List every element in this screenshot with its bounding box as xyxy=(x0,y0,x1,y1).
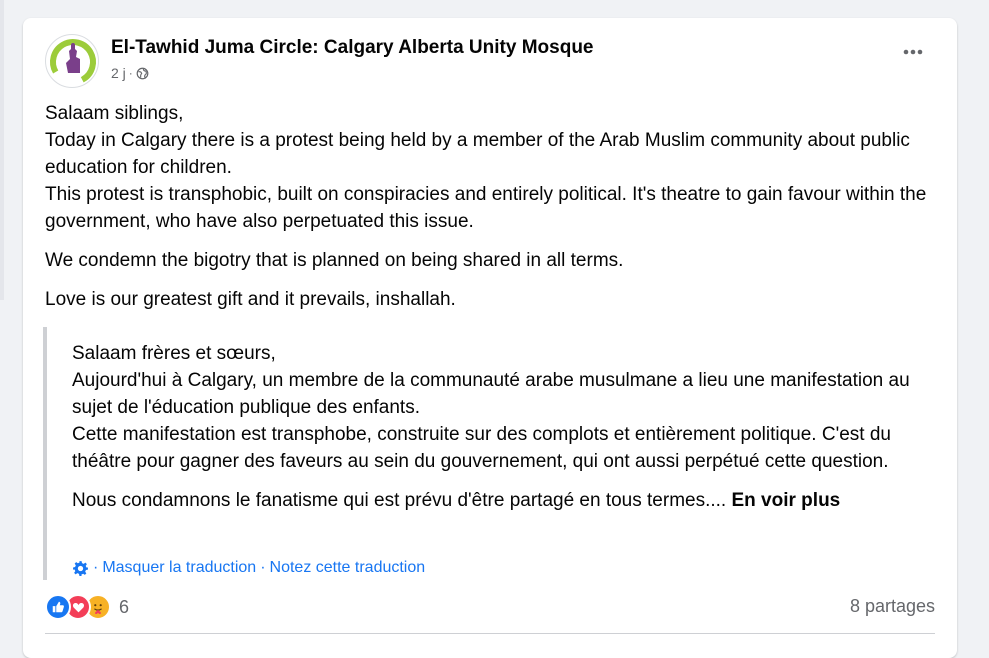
reactions-summary[interactable] xyxy=(45,594,129,620)
post-header xyxy=(45,34,937,90)
translated-truncated-text: Nous condamnons le fanatisme qui est prévu d'être partagé en tous termes.... xyxy=(72,490,727,511)
link-separator: · xyxy=(93,559,99,576)
rate-translation-link[interactable]: Notez cette traduction xyxy=(269,559,426,576)
translated-text xyxy=(72,340,922,514)
translated-line: Aujourd'hui à Calgary, un membre de la communauté arabe musulmane a lieu une manifestation au sujet de l'éducation publique des enfants. xyxy=(72,370,910,418)
post-text-paragraph: We condemn the bigotry that is planned on being shared in all terms. xyxy=(45,250,624,271)
post-text-line: Today in Calgary there is a protest being held by a member of the Arab Muslim community about public education for children. xyxy=(45,130,910,178)
link-separator: · xyxy=(260,559,266,576)
like-reaction-icon xyxy=(45,594,71,620)
gear-icon[interactable] xyxy=(72,560,89,577)
see-more-link[interactable]: En voir plus xyxy=(731,490,841,511)
translation-links xyxy=(72,559,425,577)
shares-count-link[interactable]: 8 partages xyxy=(849,596,935,616)
translated-line: Salaam frères et sœurs, xyxy=(72,343,276,364)
translated-line: Cette manifestation est transphobe, construite sur des complots et entièrement politique. C'est du théâtre pour gagner des faveurs au sein du gouvernement, qui ont aussi perpétué cette question. xyxy=(72,424,891,472)
more-options-button[interactable] xyxy=(895,34,931,70)
reaction-count[interactable]: 6 xyxy=(119,596,130,617)
post-footer xyxy=(45,594,935,624)
post-time[interactable]: 2 j xyxy=(111,65,126,81)
sidebar-edge xyxy=(0,0,4,300)
post-text-line: This protest is transphobic, built on conspiracies and entirely political. It's theatre to gain favour within the government, who have also perpetuated this issue. xyxy=(45,184,927,232)
page-name-link[interactable]: El-Tawhid Juma Circle: Calgary Alberta Unity Mosque xyxy=(111,37,594,58)
translated-paragraph xyxy=(72,487,922,514)
post-meta xyxy=(111,65,149,81)
meta-separator: · xyxy=(128,66,133,80)
translation-block xyxy=(43,327,933,580)
more-horizontal-icon xyxy=(903,49,923,55)
post-text-paragraph: Love is our greatest gift and it prevails, inshallah. xyxy=(45,289,456,310)
hide-translation-link[interactable]: Masquer la traduction xyxy=(102,559,257,576)
post-card xyxy=(23,18,957,658)
globe-icon[interactable] xyxy=(136,67,149,80)
page-avatar[interactable] xyxy=(45,34,99,88)
post-text-line: Salaam siblings, xyxy=(45,103,184,124)
post-body xyxy=(45,100,935,313)
footer-divider xyxy=(45,633,935,634)
mosque-logo-icon xyxy=(46,35,99,88)
